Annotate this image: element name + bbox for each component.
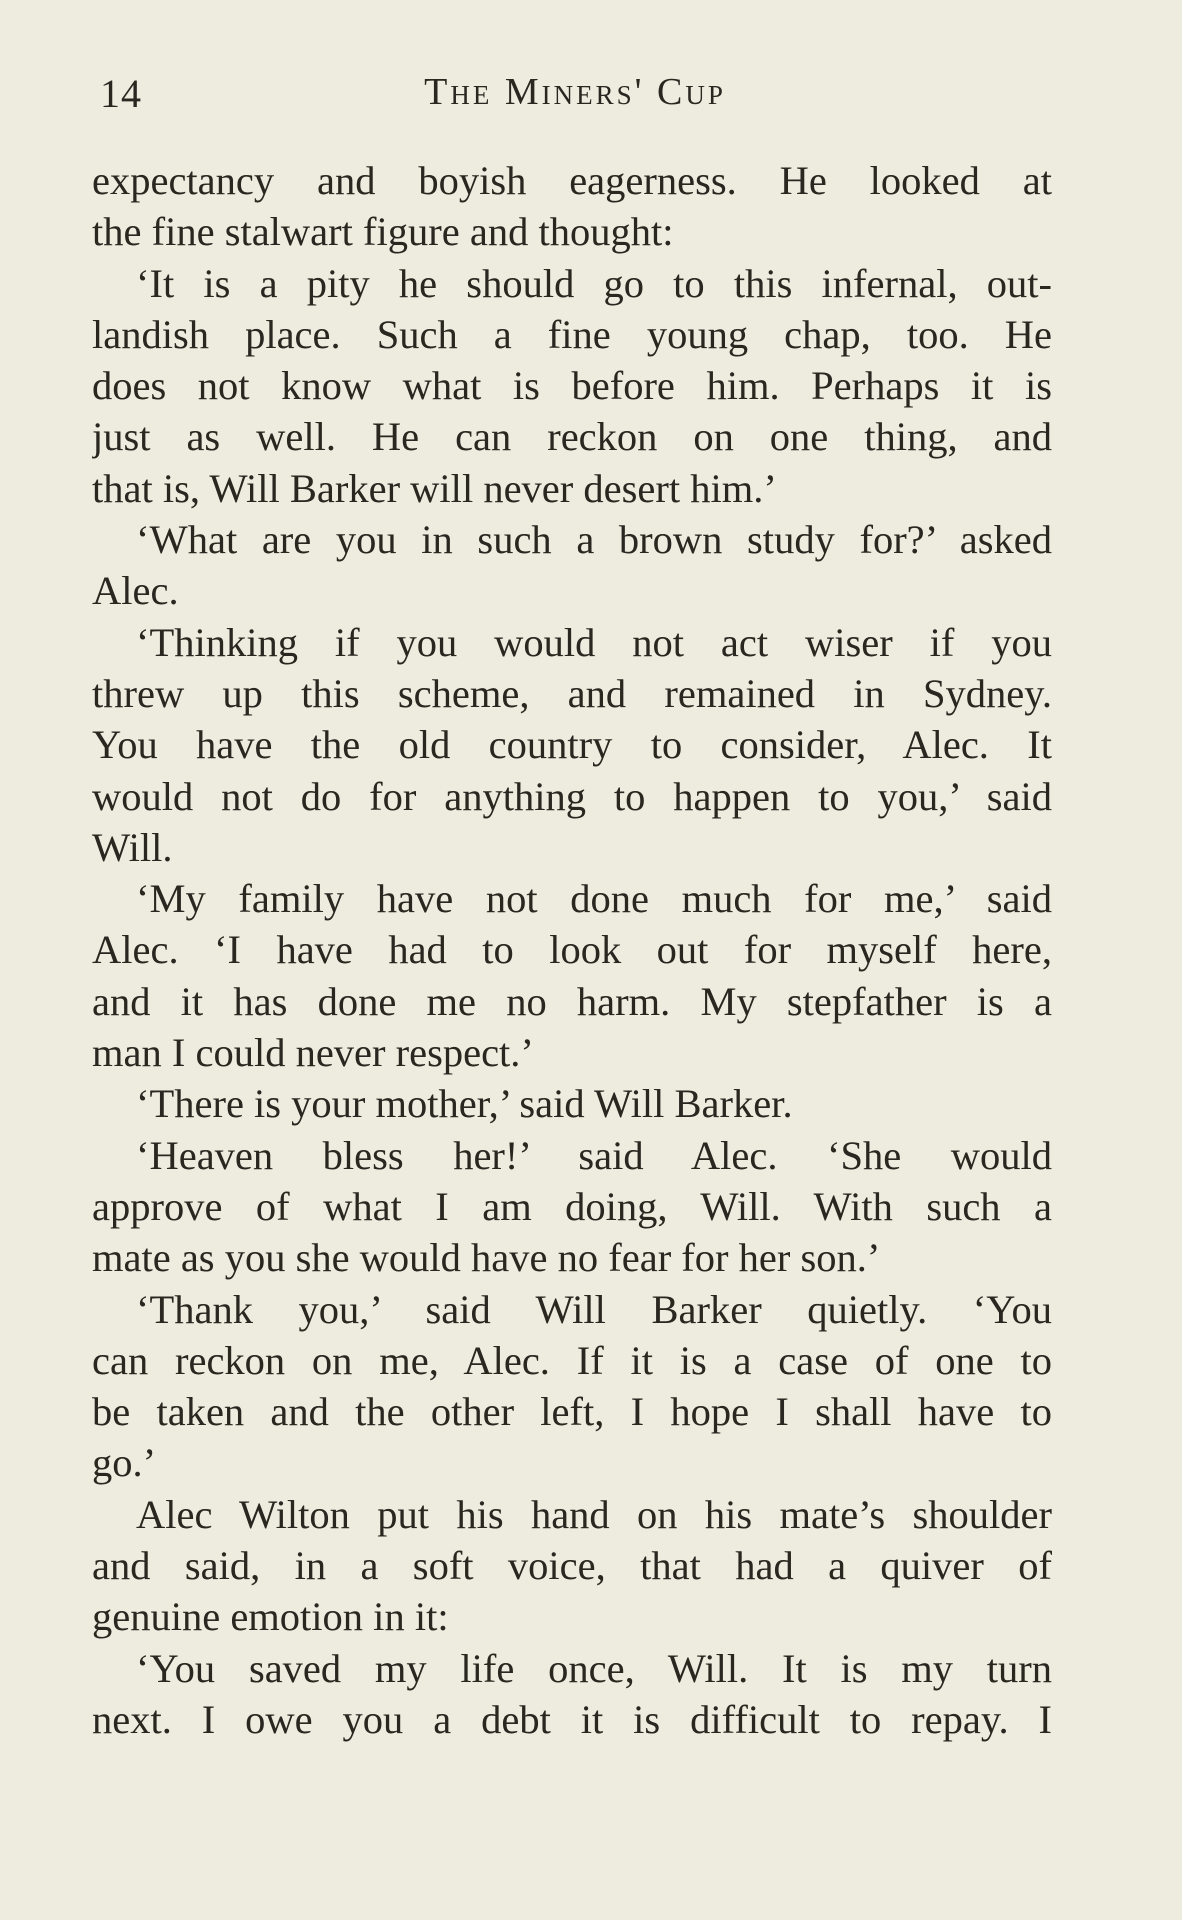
text-line: Alec. ‘I have had to look out for myself here,	[92, 927, 1052, 973]
page-header	[100, 70, 1050, 130]
text-line: landish place. Such a fine young chap, too. He	[92, 311, 1052, 357]
text-line: ‘Thank you,’ said Will Barker quietly. ‘You	[136, 1286, 1052, 1332]
text-line: ‘My family have not done much for me,’ said	[136, 876, 1052, 922]
text-line: Alec Wilton put his hand on his mate’s shoulder	[136, 1491, 1052, 1537]
body-text	[92, 155, 1052, 1745]
text-line: ‘You saved my life once, Will. It is my turn	[136, 1645, 1052, 1691]
text-line: go.’	[92, 1440, 157, 1486]
text-line: Alec.	[92, 568, 179, 614]
text-line: ‘It is a pity he should go to this infernal, out-	[136, 260, 1052, 306]
text-line: ‘There is your mother,’ said Will Barker.	[136, 1081, 793, 1127]
page-number: 14	[100, 71, 142, 116]
text-line: You have the old country to consider, Alec. It	[92, 722, 1052, 768]
running-title: The Miners' Cup	[424, 71, 726, 113]
text-line: ‘Thinking if you would not act wiser if you	[136, 619, 1052, 665]
text-line: and said, in a soft voice, that had a quiver of	[92, 1543, 1052, 1589]
text-line: would not do for anything to happen to you,’ said	[92, 773, 1052, 819]
text-line: next. I owe you a debt it is difficult to repay. I	[92, 1696, 1052, 1742]
text-line: expectancy and boyish eagerness. He looked at	[92, 158, 1052, 203]
text-line: genuine emotion in it:	[92, 1594, 449, 1640]
text-line: ‘Heaven bless her!’ said Alec. ‘She would	[136, 1132, 1052, 1178]
text-line: man I could never respect.’	[92, 1030, 534, 1076]
text-line: and it has done me no harm. My stepfather is a	[92, 978, 1052, 1024]
text-line: that is, Will Barker will never desert him.’	[92, 465, 777, 511]
text-line: be taken and the other left, I hope I shall have to	[92, 1389, 1052, 1435]
text-line: the fine stalwart figure and thought:	[92, 209, 674, 255]
text-line: does not know what is before him. Perhaps it is	[92, 363, 1052, 409]
text-line: Will.	[92, 824, 173, 870]
text-line: approve of what I am doing, Will. With such a	[92, 1183, 1052, 1229]
text-line: just as well. He can reckon on one thing, and	[92, 414, 1052, 460]
text-line: mate as you she would have no fear for her son.’	[92, 1235, 881, 1281]
text-line: threw up this scheme, and remained in Sydney.	[92, 670, 1052, 716]
text-line: can reckon on me, Alec. If it is a case of one to	[92, 1337, 1052, 1383]
text-line: ‘What are you in such a brown study for?’ asked	[136, 517, 1052, 563]
